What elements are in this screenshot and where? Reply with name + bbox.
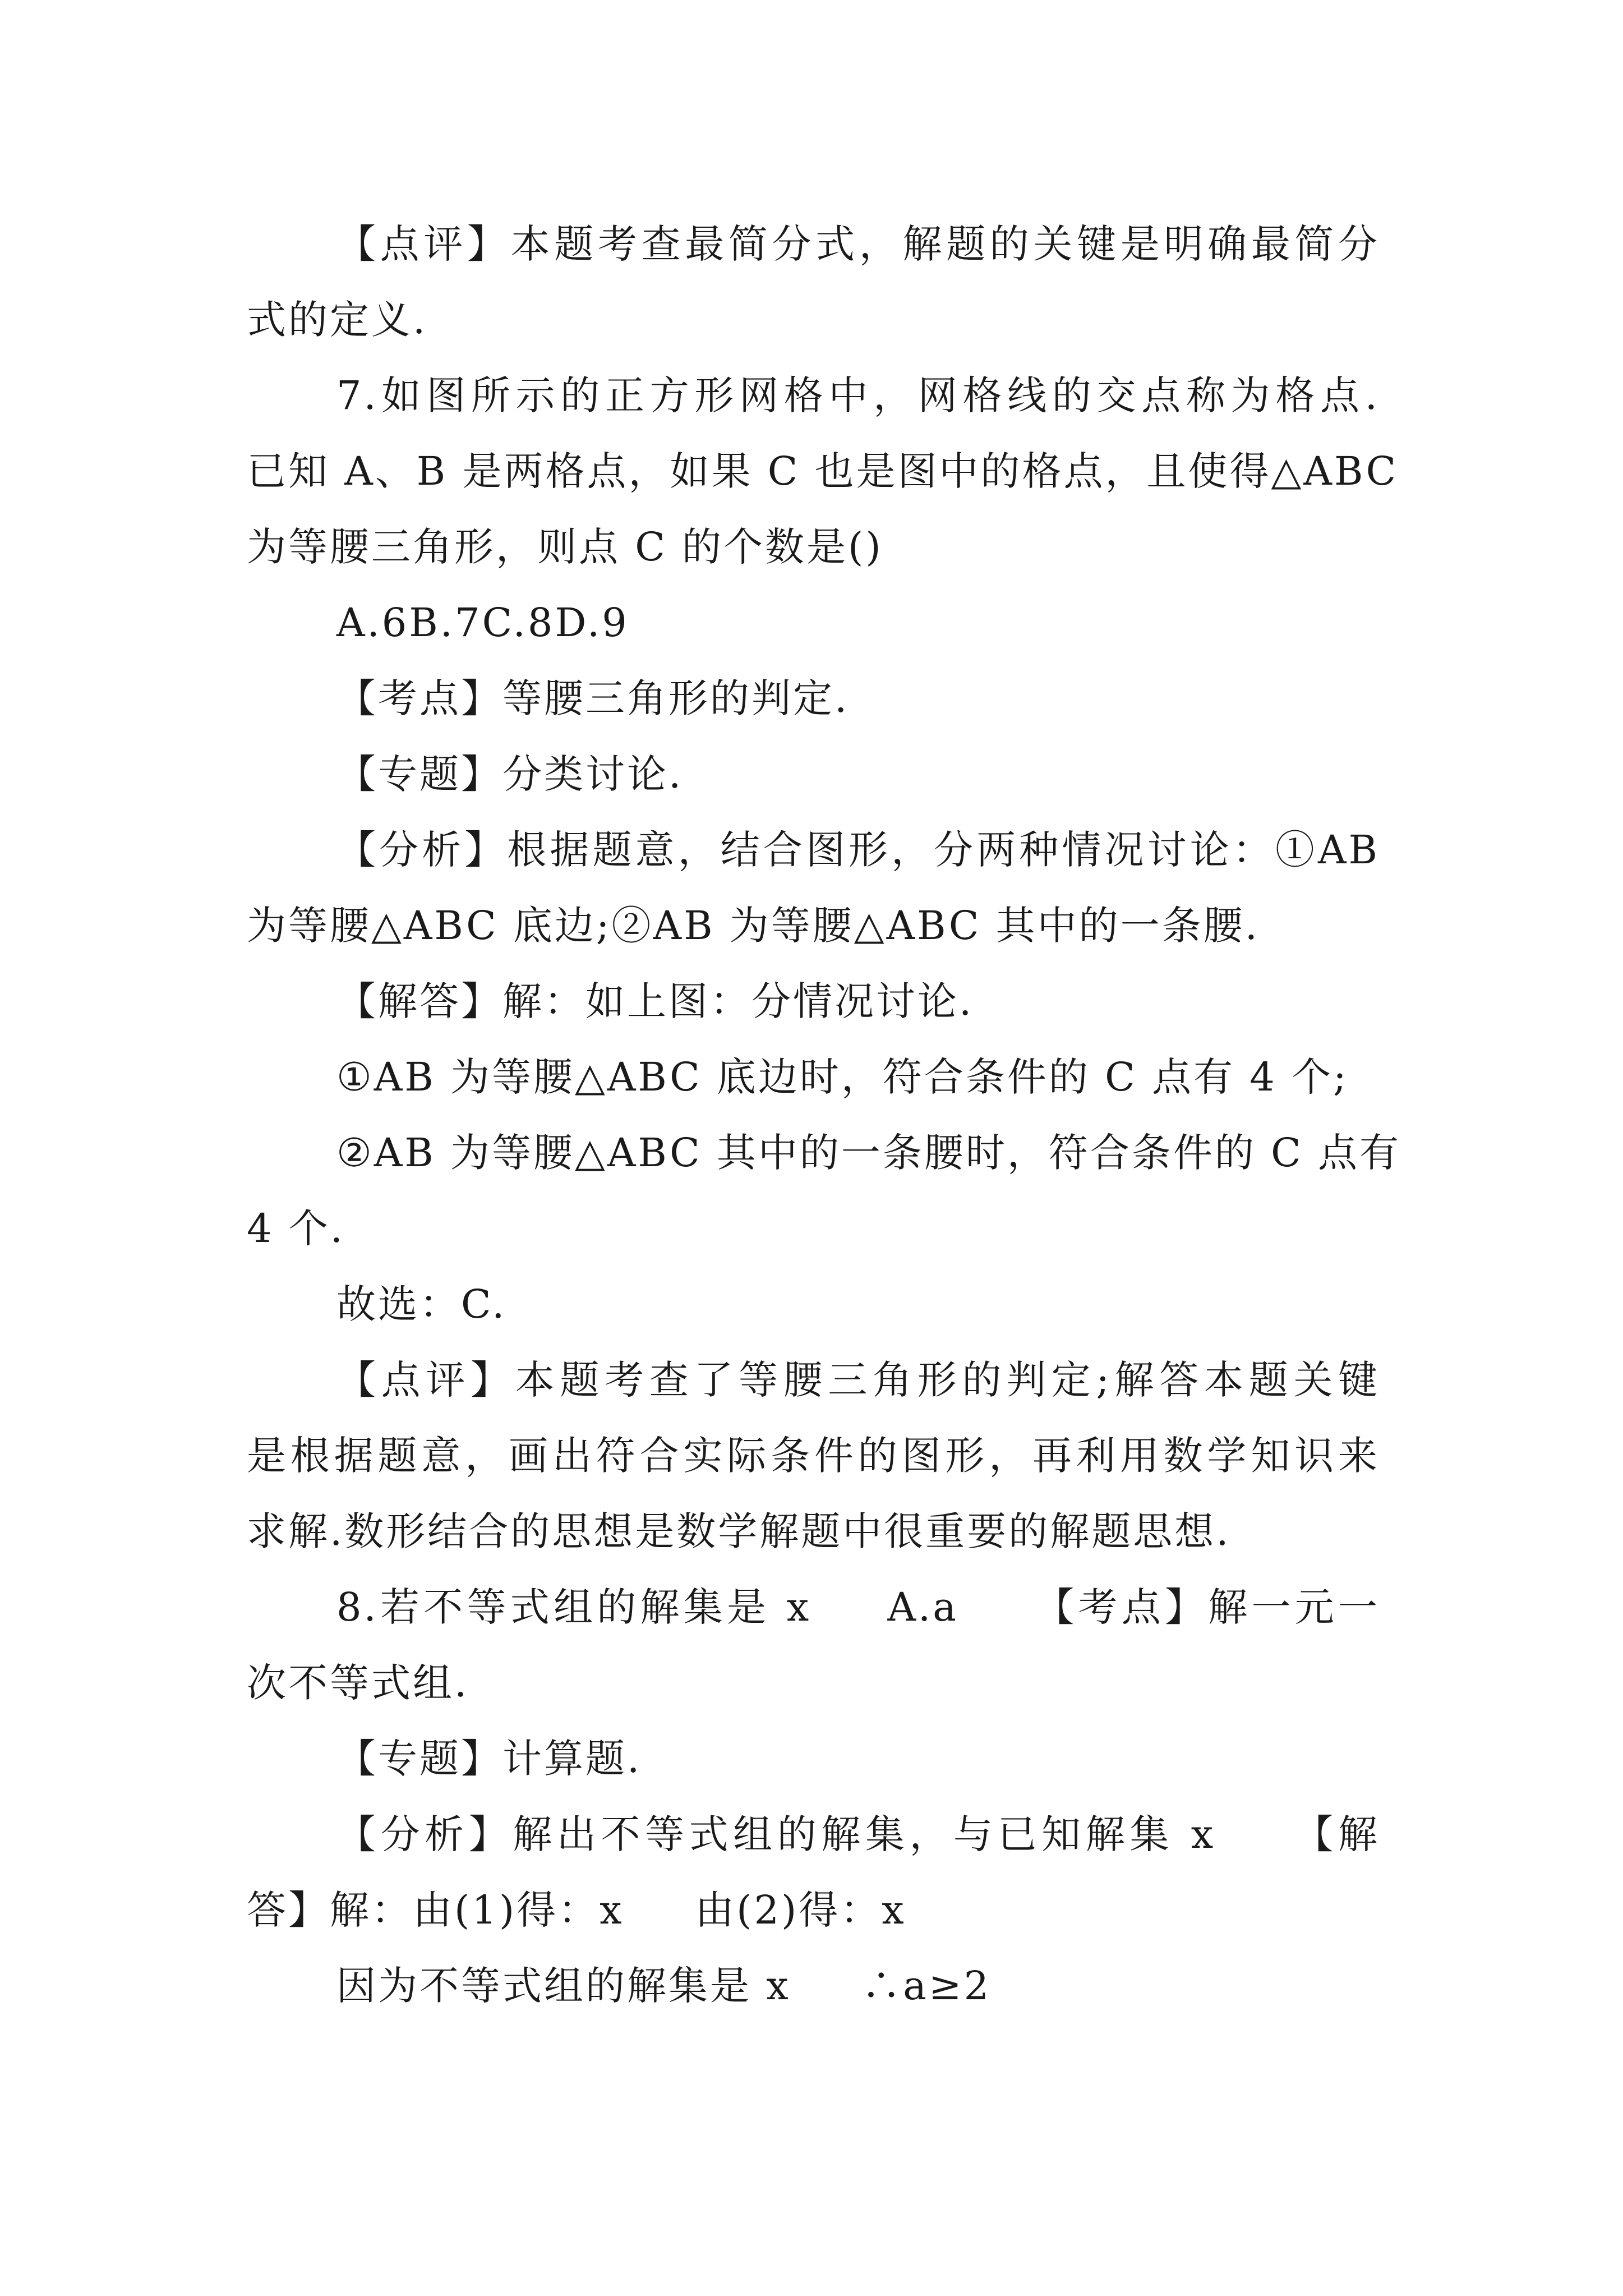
text-line: 【分析】解出不等式组的解集，与已知解集 x 【解 (336, 1811, 1380, 1857)
text-line: 式的定义. (247, 297, 428, 343)
text-line: 为等腰△ABC 底边;②AB 为等腰△ABC 其中的一条腰. (247, 903, 1260, 949)
text-line: 求解.数形结合的思想是数学解题中很重要的解题思想. (247, 1508, 1231, 1554)
text-line: 【考点】等腰三角形的判定. (336, 675, 850, 721)
text-line: 答】解：由(1)得：x 由(2)得：x (247, 1887, 906, 1933)
text-line: 已知 A、B 是两格点，如果 C 也是图中的格点，且使得△ABC (247, 448, 1399, 494)
text-line: 4 个. (247, 1205, 345, 1251)
text-line: 【解答】解：如上图：分情况讨论. (336, 978, 974, 1024)
text-line: 8.若不等式组的解集是 x A.a 【考点】解一元一 (336, 1584, 1380, 1630)
text-line: A.6B.7C.8D.9 (336, 600, 629, 646)
text-line: 【点评】本题考查了等腰三角形的判定;解答本题关键 (336, 1357, 1380, 1403)
text-line: 【专题】分类讨论. (336, 751, 684, 797)
text-line: 【点评】本题考查最简分式，解题的关键是明确最简分 (336, 221, 1380, 267)
text-line: ①AB 为等腰△ABC 底边时，符合条件的 C 点有 4 个; (336, 1054, 1349, 1100)
text-line: 故选：C. (336, 1281, 507, 1327)
text-line: 为等腰三角形，则点 C 的个数是() (247, 524, 883, 570)
text-line: 7.如图所示的正方形网格中，网格线的交点称为格点. (336, 372, 1380, 418)
text-line: 【分析】根据题意，结合图形，分两种情况讨论：①AB (336, 827, 1380, 873)
text-line: 次不等式组. (247, 1660, 469, 1706)
text-line: 【专题】计算题. (336, 1736, 642, 1782)
text-line: 因为不等式组的解集是 x ∴a≥2 (336, 1963, 992, 2009)
text-line: ②AB 为等腰△ABC 其中的一条腰时，符合条件的 C 点有 (336, 1130, 1401, 1176)
text-line: 是根据题意，画出符合实际条件的图形，再利用数学知识来 (247, 1433, 1380, 1479)
